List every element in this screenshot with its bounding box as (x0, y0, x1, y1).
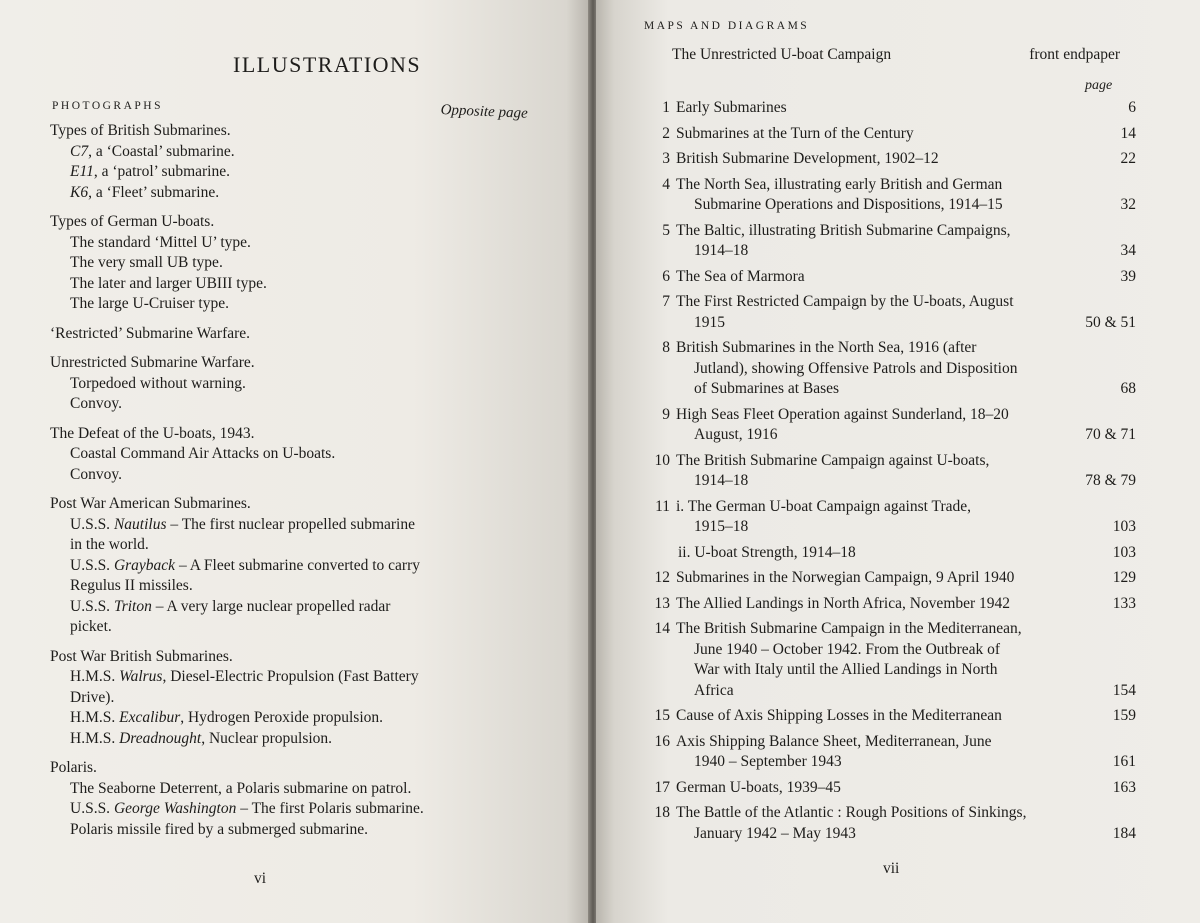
map-entry-title: 1915 (694, 313, 725, 331)
photo-item-text: Torpedoed without warning. (70, 374, 246, 392)
map-entry-title: of Submarines at Bases (694, 380, 840, 397)
map-entry-title: ii. U-boat Strength, 1914–18 (678, 543, 856, 561)
photo-item (50, 374, 520, 395)
map-entry-number: 16 (654, 732, 670, 750)
map-entry-page: 184 (1112, 824, 1136, 842)
map-entry-number: 6 (662, 267, 670, 285)
map-entry-line (676, 594, 1136, 615)
photo-item-text: , Diesel-Electric Propulsion (Fast Battery (162, 668, 419, 685)
map-entry-line (678, 543, 1136, 564)
photo-item-text: The very small UB type. (70, 254, 223, 271)
photo-item-text: , Hydrogen Peroxide propulsion. (180, 709, 383, 726)
photo-item (50, 274, 520, 295)
map-entry-number: 1 (662, 99, 670, 116)
map-entry-line (676, 451, 1136, 472)
map-entry-number: 4 (662, 175, 670, 193)
map-entry-line (676, 660, 1136, 681)
left-page (0, 0, 590, 923)
map-entry-page: 78 & 79 (1085, 472, 1136, 489)
vessel-name: Grayback (113, 556, 176, 574)
map-entry-body (676, 221, 1136, 262)
map-entry (650, 98, 1136, 119)
photo-group-title: ‘Restricted’ Submarine Warfare. (50, 324, 251, 342)
map-entry-page: 103 (1112, 543, 1136, 561)
map-entry (650, 149, 1136, 170)
photo-group-title: Unrestricted Submarine Warfare. (50, 354, 255, 371)
map-entry-body (676, 732, 1136, 773)
map-entry-title: The North Sea, illustrating early British and German (676, 175, 1003, 193)
photo-item-text: The standard ‘Mittel U’ type. (70, 233, 251, 251)
photo-item-text: Polaris missile fired by a submerged submarine. (70, 820, 369, 838)
map-entry-line (676, 681, 1136, 702)
map-entry-title: British Submarines in the North Sea, 1916 (after (676, 339, 977, 356)
right-page-number: vii (883, 860, 900, 877)
photo-item (50, 779, 520, 800)
map-entry-number: 7 (662, 293, 670, 310)
map-entry-page: 39 (1120, 267, 1136, 285)
map-entry-title: Submarine Operations and Dispositions, 1914–15 (694, 196, 1003, 213)
map-entry-title: Jutland), showing Offensive Patrols and Disposition (694, 359, 1018, 377)
map-entry-page: 22 (1120, 150, 1136, 167)
map-entry-title: The Allied Landings in North Africa, November 1942 (676, 594, 1011, 612)
map-entry-line (676, 359, 1136, 380)
photo-item (50, 142, 520, 163)
map-entry-page: 32 (1120, 196, 1136, 213)
map-entry-line (676, 640, 1136, 661)
map-entry-title: Early Submarines (676, 99, 787, 116)
photo-item-text: H.M.S. (70, 729, 120, 747)
photo-item (50, 556, 520, 577)
map-entry-body (676, 292, 1136, 333)
vessel-name: Nautilus (113, 515, 167, 533)
vessel-name: Triton (113, 597, 152, 615)
map-entry (650, 732, 1136, 773)
photo-group (50, 121, 520, 203)
map-entry-page: 70 & 71 (1085, 426, 1136, 443)
photo-item-text: Coastal Command Air Attacks on U-boats. (70, 445, 336, 462)
map-entry-number: 14 (654, 620, 670, 637)
map-entry-line (676, 175, 1136, 196)
opposite-page-label: Opposite page (440, 102, 528, 122)
vessel-name: E11 (70, 163, 94, 180)
photo-group-title: Post War British Submarines. (50, 647, 233, 665)
photo-item (50, 515, 520, 536)
photo-item-text: U.S.S. (70, 800, 114, 817)
map-entry-title: The Baltic, illustrating British Submarine Campaigns, (676, 221, 1011, 239)
map-entry-body (676, 594, 1136, 615)
photo-item-text: in the world. (70, 536, 149, 553)
map-entry-title: January 1942 – May 1943 (694, 824, 856, 842)
photo-item-text: The Seaborne Deterrent, a Polaris submarine on patrol. (70, 779, 412, 797)
map-entry-line (676, 98, 1136, 119)
map-entry-line (676, 338, 1136, 359)
map-entry-title: The British Submarine Campaign in the Mediterranean, (676, 620, 1022, 637)
map-entry-page: 14 (1120, 124, 1136, 142)
vessel-name: Walrus (119, 668, 163, 685)
photo-item-text: – A very large nuclear propelled radar (151, 597, 391, 615)
map-entry-line (676, 568, 1136, 589)
map-entry-title: Submarines in the Norwegian Campaign, 9 April 1940 (676, 569, 1015, 586)
map-entry-line (676, 497, 1136, 518)
map-entry (650, 497, 1136, 538)
photographs-label: PHOTOGRAPHS (52, 100, 164, 112)
maps-list (650, 98, 1136, 849)
map-entry-line (676, 425, 1136, 446)
map-entry-number: 18 (654, 804, 670, 821)
photo-item-text: Convoy. (70, 465, 122, 483)
map-entry-line (676, 706, 1136, 727)
photo-item-text: U.S.S. (70, 515, 114, 533)
map-entry-body (676, 451, 1136, 492)
map-entry-body (676, 543, 1136, 564)
photo-item-text: Convoy. (70, 395, 122, 412)
page-column-label: page (1085, 78, 1113, 93)
photo-item (50, 465, 520, 486)
photo-item (50, 183, 520, 204)
left-page-number: vi (254, 870, 267, 887)
right-page (596, 0, 1200, 923)
photo-group (50, 647, 520, 750)
photo-item (50, 233, 520, 254)
photo-item-text: – The first nuclear propelled submarine (166, 515, 415, 533)
vessel-name: K6 (70, 183, 89, 201)
map-entry-number: 3 (662, 150, 670, 167)
photo-item (50, 444, 520, 465)
map-entry-title: The Sea of Marmora (676, 267, 805, 285)
map-entry-title: August, 1916 (694, 426, 778, 443)
map-entry-title: Axis Shipping Balance Sheet, Mediterranean, June (676, 732, 992, 750)
photo-item (50, 294, 520, 315)
map-entry-title: 1914–18 (694, 242, 749, 259)
map-entry-line (676, 267, 1136, 288)
photo-item (50, 253, 520, 274)
map-entry (650, 221, 1136, 262)
photo-item-text: U.S.S. (70, 556, 114, 574)
map-entry-line (676, 292, 1136, 313)
map-entry-line (676, 824, 1136, 845)
map-entry-page: 163 (1112, 778, 1136, 796)
map-entry-title: Africa (694, 681, 734, 699)
map-entry-body (676, 175, 1136, 216)
map-entry-line (676, 803, 1136, 824)
photo-item (50, 820, 520, 841)
photo-group-title: Types of German U-boats. (50, 213, 215, 230)
photo-item-text: , a ‘patrol’ submarine. (93, 163, 230, 180)
map-entry-title: Cause of Axis Shipping Losses in the Mediterranean (676, 707, 1002, 724)
photo-item (50, 799, 520, 820)
endpaper-title: The Unrestricted U-boat Campaign (672, 46, 892, 63)
map-entry-body (676, 405, 1136, 446)
map-entry-number: 15 (654, 707, 670, 724)
map-entry-body (676, 706, 1136, 727)
map-entry (650, 338, 1136, 400)
map-entry (650, 568, 1136, 589)
map-entry-page: 68 (1120, 380, 1136, 397)
vessel-name: C7 (70, 142, 89, 160)
endpaper-location: front endpaper (1029, 46, 1120, 63)
photo-group (50, 494, 520, 638)
map-entry (650, 405, 1136, 446)
photo-item-text: , Nuclear propulsion. (201, 729, 333, 747)
map-entry-title: 1940 – September 1943 (694, 753, 842, 770)
map-entry-line (676, 195, 1136, 216)
photo-item-text: – The first Polaris submarine. (236, 800, 424, 817)
photo-item-text: Drive). (70, 688, 115, 706)
map-entry-body (676, 98, 1136, 119)
map-entry-number: 2 (662, 124, 670, 142)
map-entry (650, 543, 1136, 564)
map-entry (650, 292, 1136, 333)
map-entry-page: 129 (1112, 569, 1136, 586)
map-entry-body (676, 338, 1136, 400)
vessel-name: George Washington (113, 800, 237, 817)
photo-group (50, 758, 520, 840)
photo-item-text: U.S.S. (70, 597, 114, 615)
map-entry-body (676, 267, 1136, 288)
photo-item (50, 729, 520, 750)
photo-item (50, 162, 520, 183)
photo-group (50, 212, 520, 315)
map-entry-title: The Battle of the Atlantic : Rough Positions of Sinkings, (676, 804, 1027, 821)
map-entry-page: 6 (1128, 99, 1136, 116)
map-entry-number: 5 (662, 221, 670, 239)
map-entry-title: The First Restricted Campaign by the U-boats, August (676, 293, 1014, 310)
map-entry-page: 133 (1112, 594, 1136, 612)
photo-item-text: H.M.S. (70, 668, 120, 685)
photo-item-text: Regulus II missiles. (70, 577, 193, 594)
photo-item (50, 617, 520, 638)
map-entry-body (676, 778, 1136, 799)
map-entry-body (676, 803, 1136, 844)
map-entry-title: Submarines at the Turn of the Century (676, 124, 914, 142)
map-entry-line (676, 379, 1136, 400)
endpaper-row (672, 46, 1120, 64)
map-entry-line (676, 471, 1136, 492)
maps-and-diagrams-label: MAPS AND DIAGRAMS (644, 20, 810, 32)
map-entry-number: 13 (654, 594, 670, 612)
map-entry (650, 706, 1136, 727)
map-entry-page: 50 & 51 (1085, 313, 1136, 331)
map-entry-page: 154 (1112, 681, 1136, 699)
photo-item-text: The large U-Cruiser type. (70, 295, 229, 312)
map-entry-page: 159 (1112, 707, 1136, 724)
photo-group (50, 353, 520, 415)
photo-item-text: H.M.S. (70, 709, 120, 726)
map-entry-line (676, 313, 1136, 334)
map-entry-line (676, 778, 1136, 799)
photo-item (50, 688, 520, 709)
map-entry-title: British Submarine Development, 1902–12 (676, 150, 939, 167)
map-entry (650, 778, 1136, 799)
map-entry-title: 1915–18 (694, 518, 749, 535)
photo-item-text: – A Fleet submarine converted to carry (175, 556, 420, 574)
photo-item (50, 708, 520, 729)
map-entry (650, 124, 1136, 145)
photo-group-title: Post War American Submarines. (50, 495, 251, 512)
map-entry (650, 451, 1136, 492)
photo-item (50, 394, 520, 415)
photo-item (50, 597, 520, 618)
map-entry-line (676, 619, 1136, 640)
map-entry-line (676, 752, 1136, 773)
photo-item (50, 535, 520, 556)
photo-group-title: Polaris. (50, 759, 97, 776)
map-entry-number: 10 (654, 451, 670, 469)
vessel-name: Dreadnought (119, 729, 202, 747)
map-entry-line (676, 732, 1136, 753)
map-entry-body (676, 619, 1136, 701)
photo-item-text: The later and larger UBIII type. (70, 274, 267, 292)
map-entry-title: German U-boats, 1939–45 (676, 778, 841, 796)
vessel-name: Excalibur (119, 709, 181, 726)
photo-item-text: picket. (70, 618, 112, 635)
map-entry-page: 34 (1120, 242, 1136, 259)
map-entry-title: The British Submarine Campaign against U-boats, (676, 451, 990, 469)
map-entry-line (676, 221, 1136, 242)
photo-item-text: , a ‘Coastal’ submarine. (88, 142, 235, 160)
photo-item (50, 576, 520, 597)
map-entry-line (676, 149, 1136, 170)
photo-group-title: The Defeat of the U-boats, 1943. (50, 424, 255, 442)
map-entry-page: 161 (1112, 753, 1136, 770)
map-entry-line (676, 124, 1136, 145)
map-entry-title: i. The German U-boat Campaign against Trade, (676, 497, 972, 515)
map-entry-number: 8 (662, 339, 670, 356)
photo-group-title: Types of British Submarines. (50, 122, 231, 139)
photo-group (50, 424, 520, 486)
illustrations-title: ILLUSTRATIONS (233, 52, 422, 77)
map-entry (650, 175, 1136, 216)
map-entry-body (676, 568, 1136, 589)
photograph-list (50, 121, 520, 849)
map-entry-number: 12 (654, 569, 670, 586)
map-entry-line (676, 517, 1136, 538)
map-entry-title: High Seas Fleet Operation against Sunderland, 18–20 (676, 405, 1009, 423)
map-entry (650, 594, 1136, 615)
map-entry (650, 619, 1136, 701)
map-entry-title: War with Italy until the Allied Landings in North (694, 661, 998, 678)
map-entry-title: 1914–18 (694, 472, 749, 489)
photo-item (50, 667, 520, 688)
map-entry-body (676, 149, 1136, 170)
map-entry (650, 803, 1136, 844)
map-entry-number: 9 (662, 405, 670, 423)
map-entry-body (676, 124, 1136, 145)
map-entry-body (676, 497, 1136, 538)
map-entry-page: 103 (1112, 518, 1136, 535)
map-entry (650, 267, 1136, 288)
map-entry-title: June 1940 – October 1942. From the Outbreak of (694, 640, 1001, 658)
photo-group (50, 324, 520, 345)
photo-item-text: , a ‘Fleet’ submarine. (88, 183, 220, 201)
map-entry-number: 17 (654, 778, 670, 796)
map-entry-line (676, 405, 1136, 426)
map-entry-number: 11 (655, 497, 670, 515)
map-entry-line (676, 241, 1136, 262)
